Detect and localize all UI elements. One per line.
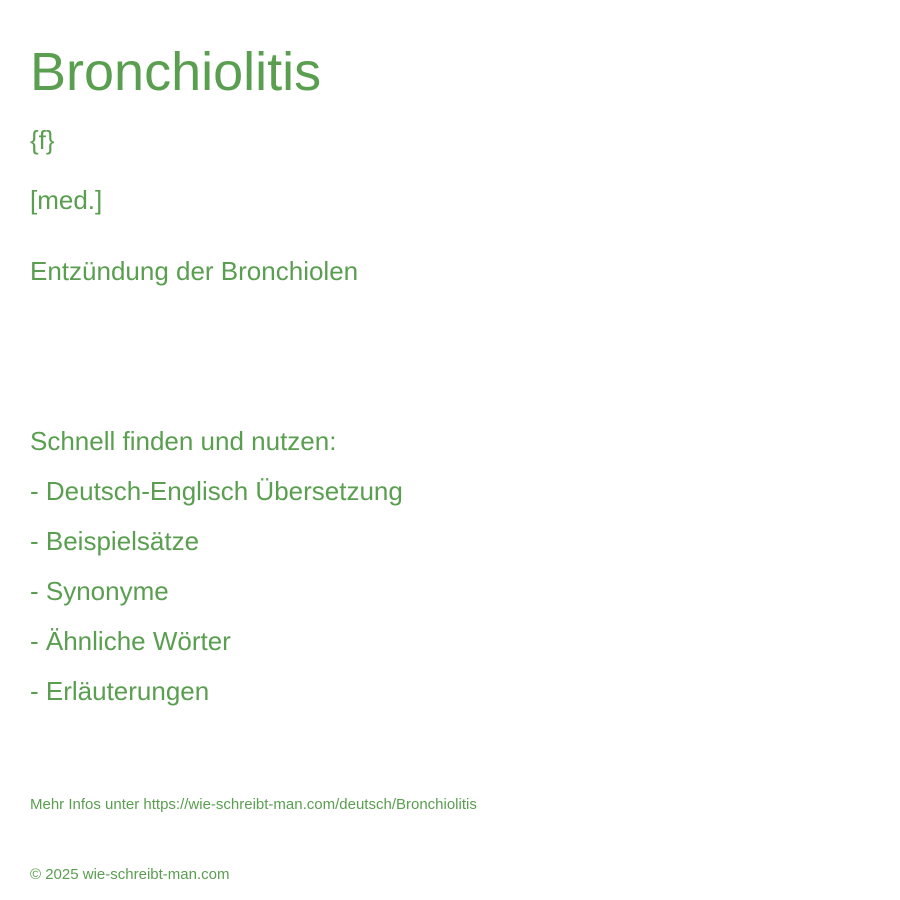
quick-link-translation: - Deutsch-Englisch Übersetzung	[30, 476, 403, 506]
quick-link-explanations: - Erläuterungen	[30, 676, 210, 706]
definition: Entzündung der Bronchiolen	[30, 256, 359, 286]
quick-link-synonyms: - Synonyme	[30, 576, 169, 606]
subject-domain: [med.]	[30, 185, 103, 215]
quick-link-similar-words: - Ähnliche Wörter	[30, 626, 231, 656]
quick-links-heading: Schnell finden und nutzen:	[30, 426, 337, 456]
copyright-notice: © 2025 wie-schreibt-man.com	[30, 866, 230, 883]
quick-link-example-sentences: - Beispielsätze	[30, 526, 200, 556]
grammatical-gender: {f}	[30, 125, 55, 155]
more-info-link[interactable]: Mehr Infos unter https://wie-schreibt-man.com/deutsch/Bronchiolitis	[30, 796, 477, 813]
page-title: Bronchiolitis	[30, 42, 322, 102]
quick-links-list	[30, 475, 403, 725]
